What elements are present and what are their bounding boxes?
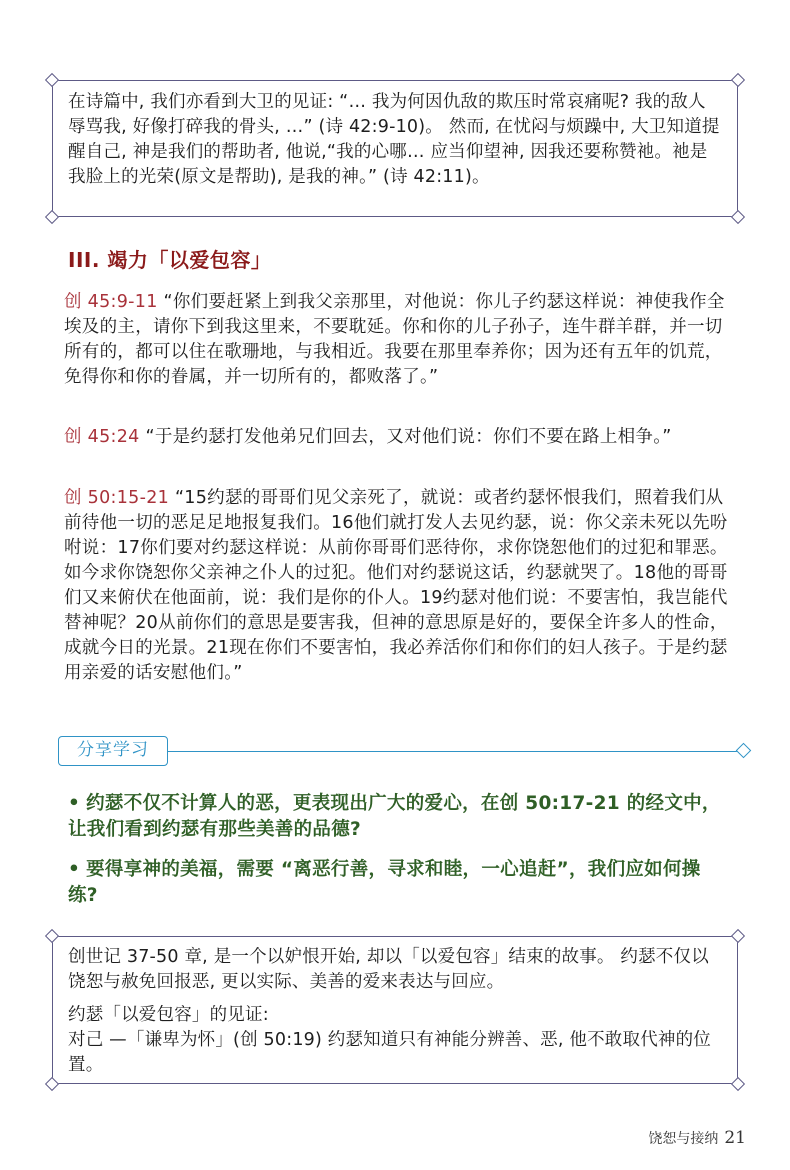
verse-genesis-50-15 (64, 486, 732, 686)
verse-text: “于是约瑟打发他弟兄们回去，又对他们说：你们不要在路上相争。” (139, 427, 672, 447)
testimony-text: 在诗篇中, 我们亦看到大卫的见证: “… 我为何因仇敌的欺压时常哀痛呢? 我的敌人辱骂我, 好像打碎我的骨头, …” (诗 42:9-10)。 然而, 在忧闷与烦躁中, 大卫知道提醒自己, 神是我们的帮助者, 他说,“我的心哪… 应当仰望神, 因我还要称赞祂。祂是我脸上的光荣(原文是帮助), 是我的神。” (诗 42:11)。 (68, 92, 720, 187)
page-footer (648, 1128, 746, 1148)
verse-genesis-45-9 (64, 290, 732, 390)
share-study-label: 分享学习 (58, 736, 168, 766)
verse-text: “你们要赶紧上到我父亲那里，对他说：你儿子约瑟这样说：神使我作全埃及的主，请你下到我这里来，不要耽延。你和你的儿子孙子，连牛群羊群，并一切所有的，都可以住在歌珊地，与我相近。我要在那里奉养你；因为还有五年的饥荒，免得你和你的眷属，并一切所有的，都败落了。” (64, 292, 725, 387)
verse-genesis-45-24 (64, 425, 732, 450)
question-text: 要得享神的美福，需要 “离恶行善，寻求和睦，一心追赶”，我们应如何操练? (68, 859, 701, 906)
summary-point: 对己 —「谦卑为怀」(创 50:19) 约瑟知道只有神能分辨善、恶, 他不敢取代神的位置。 (68, 1030, 711, 1075)
share-divider (168, 751, 742, 752)
verse-reference: 创 45:24 (64, 427, 140, 447)
verse-reference: 创 50:15-21 (64, 488, 170, 508)
bullet-icon: • (68, 793, 81, 814)
bullet-icon: • (68, 859, 81, 880)
summary-paragraph: 创世记 37-50 章, 是一个以妒恨开始, 却以「以爱包容」结束的故事。 约瑟不仅以饶恕与赦免回报恶, 更以实际、美善的爱来表达与回应。 (68, 947, 709, 992)
share-divider-ornament (736, 743, 752, 759)
summary-box (52, 936, 738, 1084)
verse-text: “15约瑟的哥哥们见父亲死了，就说：或者约瑟怀恨我们，照着我们从前待他一切的恶足足地报复我们。16他们就打发人去见约瑟，说：你父亲未死以先吩咐说：17你们要对约瑟这样说：从前你哥哥们恶待你，求你饶恕他们的过犯和罪恶。如今求你饶恕你父亲神之仆人的过犯。他们对约瑟说这话，约瑟就哭了。18他的哥哥们又来俯伏在他面前，说：我们是你的仆人。19约瑟对他们说：不要害怕，我岂能代替神呢？20从前你们的意思是要害我，但神的意思原是好的，要保全许多人的性命，成就今日的光景。21现在你们不要害怕，我必养活你们和你们的妇人孩子。于是约瑟用亲爱的话安慰他们。” (64, 488, 728, 683)
section-title: III. 竭力「以爱包容」 (68, 248, 272, 272)
discussion-question (68, 857, 728, 909)
testimony-box (52, 80, 738, 217)
verse-reference: 创 45:9-11 (64, 292, 158, 312)
question-text: 约瑟不仅不计算人的恶，更表现出广大的爱心，在创 50:17-21 的经文中，让我们看到约瑟有那些美善的品德? (68, 793, 721, 840)
page-number: 21 (724, 1128, 746, 1148)
summary-subheading: 约瑟「以爱包容」的见证: (68, 1005, 269, 1025)
discussion-question (68, 791, 728, 843)
footer-title: 饶恕与接纳 (648, 1131, 719, 1147)
